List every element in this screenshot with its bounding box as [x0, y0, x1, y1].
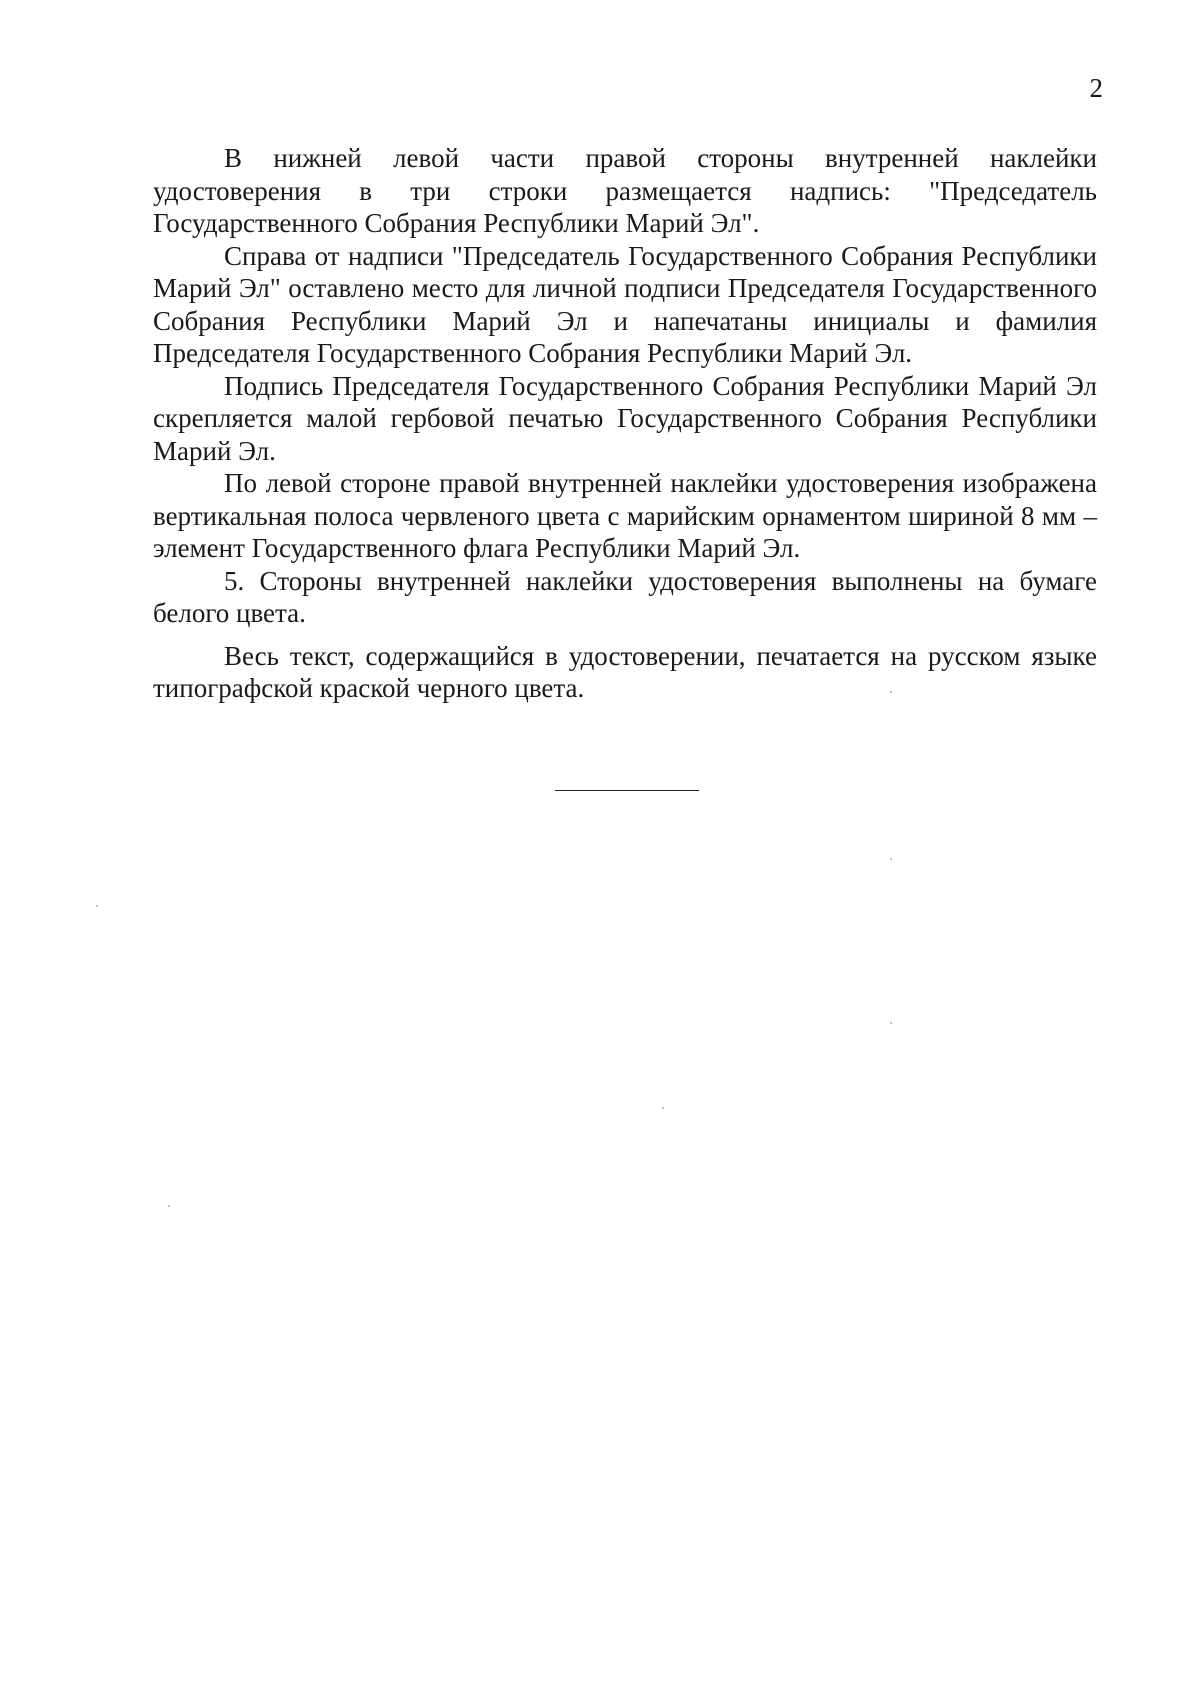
- scan-speck: [890, 858, 892, 860]
- paragraph-signature-place: Справа от надписи "Председатель Государственного Собрания Республики Марий Эл" оставлено место для личной подписи Председателя Государственного Собрания Республики Марий Эл и напечатаны инициалы и фамилия Председателя Государственного Собрания Республики Марий Эл.: [153, 240, 1097, 368]
- scan-speck: [662, 1107, 664, 1109]
- paragraph-flag-stripe: По левой стороне правой внутренней наклейки удостоверения изображена вертикальная полоса червленого цвета с марийским орнаментом шириной 8 мм – элемент Государственного флага Республики Марий Эл.: [153, 468, 1097, 563]
- paragraph-paper-color: 5. Стороны внутренней наклейки удостоверения выполнены на бумаге белого цвета.: [153, 565, 1097, 628]
- scan-speck: [96, 905, 98, 907]
- paragraph-seal: Подпись Председателя Государственного Собрания Республики Марий Эл скрепляется малой гербовой печатью Государственного Собрания Республики Марий Эл.: [153, 370, 1097, 466]
- document-body: [153, 142, 1097, 705]
- scan-speck: [890, 1022, 892, 1024]
- scan-speck: [890, 691, 892, 693]
- page-number: 2: [1089, 73, 1103, 103]
- paragraph-print-language: Весь текст, содержащийся в удостоверении, печатается на русском языке типографской краской черного цвета.: [153, 640, 1097, 703]
- paragraph-signature-caption: В нижней левой части правой стороны внутренней наклейки удостоверения в три строки размещается надпись: "Председатель Государственного Собрания Республики Марий Эл".: [153, 143, 1097, 238]
- end-of-text-rule: [555, 790, 699, 791]
- scan-speck: [168, 1205, 170, 1207]
